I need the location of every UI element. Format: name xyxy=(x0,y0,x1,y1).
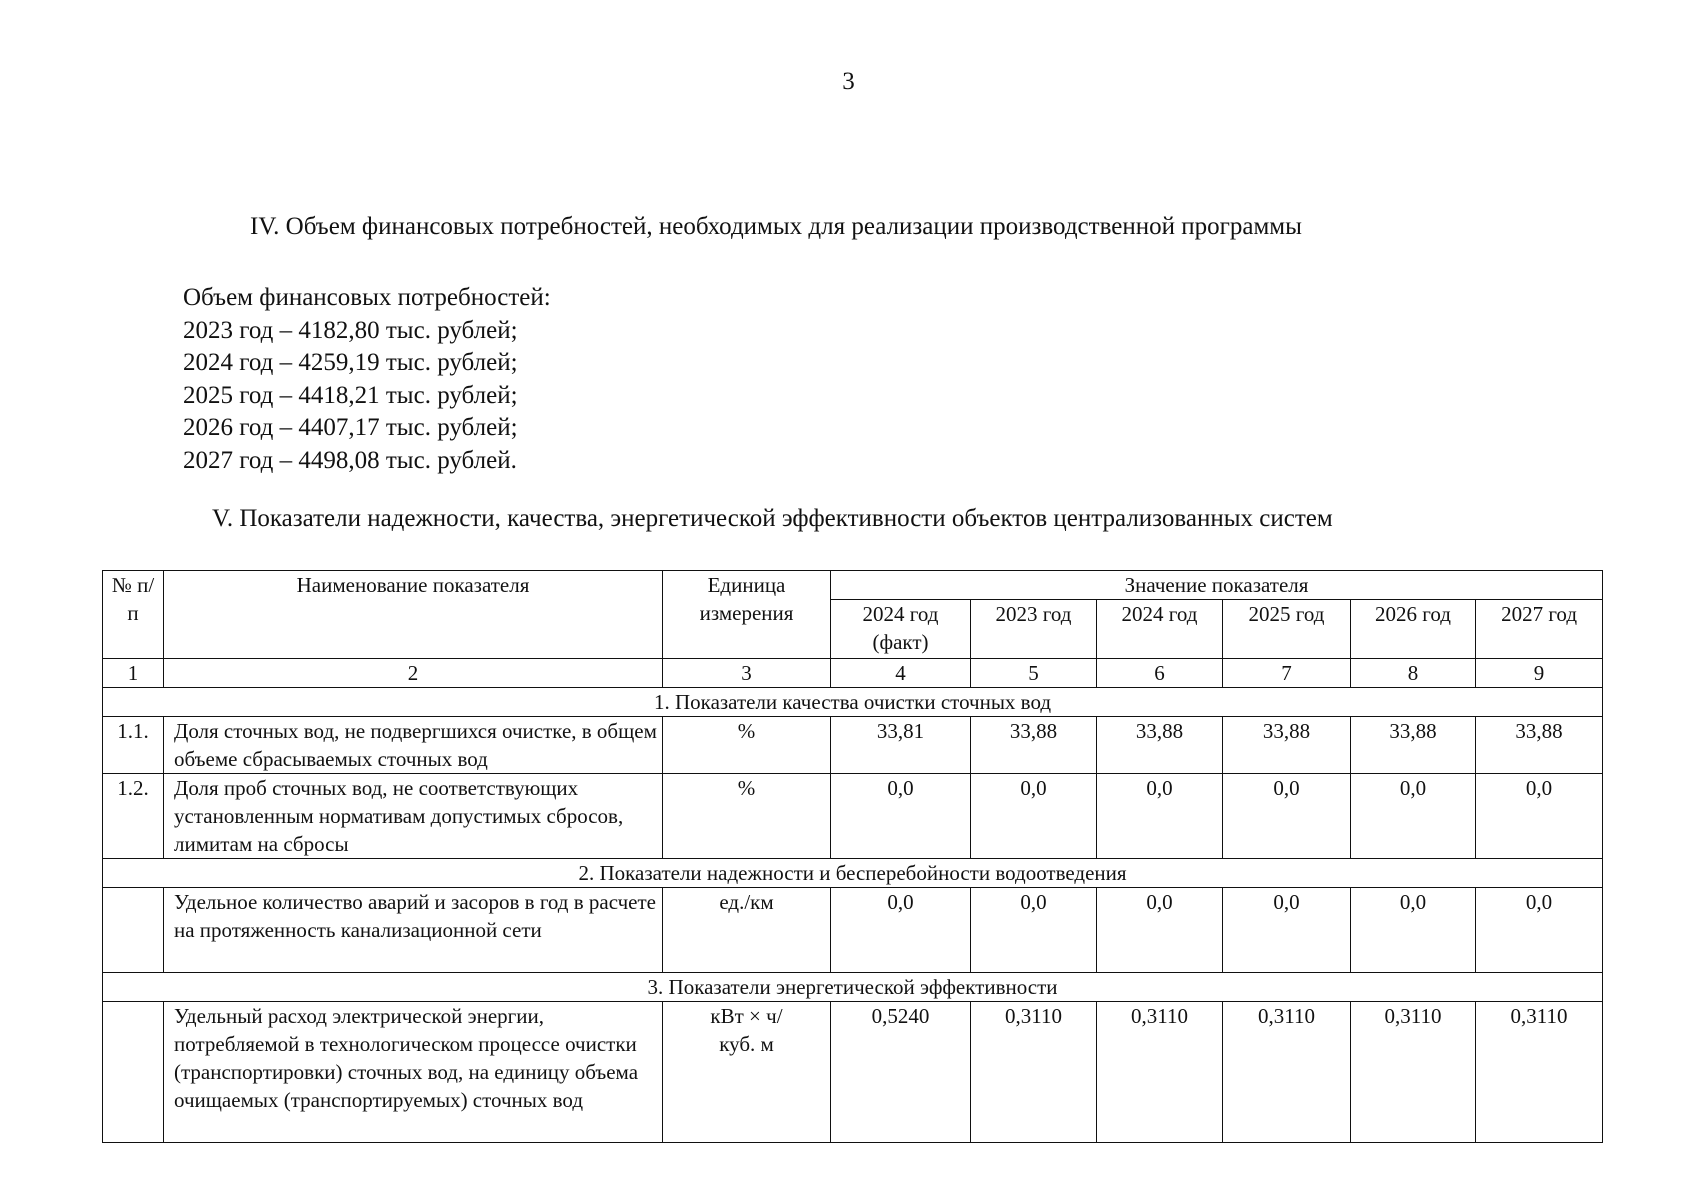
row-value: 0,0 xyxy=(971,774,1097,859)
financial-needs-line: 2025 год – 4418,21 тыс. рублей; xyxy=(183,381,518,409)
row-value: 33,88 xyxy=(1476,717,1603,774)
table-row xyxy=(103,774,1603,859)
row-value: 0,0 xyxy=(831,888,971,973)
row-value: 0,3110 xyxy=(1351,1002,1476,1143)
column-number: 7 xyxy=(1223,659,1351,688)
row-num xyxy=(103,1002,164,1143)
row-name: Доля проб сточных вод, не соответствующих установленным нормативам допустимых сбросов, лимитам на сбросы xyxy=(164,774,663,859)
row-value: 0,5240 xyxy=(831,1002,971,1143)
row-value: 0,0 xyxy=(971,888,1097,973)
row-unit: кВт × ч/ куб. м xyxy=(663,1002,831,1143)
row-value: 0,0 xyxy=(1351,774,1476,859)
section-title: 3. Показатели энергетической эффективности xyxy=(103,973,1603,1002)
page-number: 3 xyxy=(842,68,855,95)
row-value: 33,88 xyxy=(1351,717,1476,774)
row-value: 0,0 xyxy=(1223,774,1351,859)
row-name: Удельное количество аварий и засоров в год в расчете на протяженность канализационной сети xyxy=(164,888,663,973)
header-year: 2024 год (факт) xyxy=(831,600,971,659)
row-unit: % xyxy=(663,774,831,859)
section-title: 2. Показатели надежности и бесперебойности водоотведения xyxy=(103,859,1603,888)
column-number: 1 xyxy=(103,659,164,688)
header-name: Наименование показателя xyxy=(164,571,663,659)
row-value: 0,0 xyxy=(1351,888,1476,973)
financial-needs-line: 2027 год – 4498,08 тыс. рублей. xyxy=(183,446,517,474)
section-4-heading: IV. Объем финансовых потребностей, необходимых для реализации производственной программы xyxy=(250,213,1302,240)
table-row xyxy=(103,888,1603,973)
row-num xyxy=(103,888,164,973)
section-row xyxy=(103,859,1603,888)
column-number: 4 xyxy=(831,659,971,688)
indicators-table xyxy=(102,570,1603,1143)
header-num: № п/п xyxy=(103,571,164,659)
row-unit: % xyxy=(663,717,831,774)
row-value: 33,81 xyxy=(831,717,971,774)
header-year: 2024 год xyxy=(1097,600,1223,659)
row-value: 0,0 xyxy=(1097,774,1223,859)
row-unit: ед./км xyxy=(663,888,831,973)
row-value: 0,0 xyxy=(831,774,971,859)
row-value: 0,0 xyxy=(1476,774,1603,859)
column-number: 5 xyxy=(971,659,1097,688)
row-value: 33,88 xyxy=(1223,717,1351,774)
row-value: 0,0 xyxy=(1097,888,1223,973)
row-value: 0,3110 xyxy=(971,1002,1097,1143)
header-unit: Единица измерения xyxy=(663,571,831,659)
row-num: 1.1. xyxy=(103,717,164,774)
financial-needs-line: 2023 год – 4182,80 тыс. рублей; xyxy=(183,316,518,344)
financial-needs-intro: Объем финансовых потребностей: xyxy=(183,284,551,311)
column-number-row xyxy=(103,659,1603,688)
financial-needs-block xyxy=(183,282,551,477)
row-value: 0,3110 xyxy=(1223,1002,1351,1143)
header-year: 2025 год xyxy=(1223,600,1351,659)
column-number: 8 xyxy=(1351,659,1476,688)
financial-needs-line: 2024 год – 4259,19 тыс. рублей; xyxy=(183,349,518,376)
header-value-group: Значение показателя xyxy=(831,571,1603,600)
column-number: 9 xyxy=(1476,659,1603,688)
row-num: 1.2. xyxy=(103,774,164,859)
row-value: 33,88 xyxy=(1097,717,1223,774)
row-value: 33,88 xyxy=(971,717,1097,774)
section-title: 1. Показатели качества очистки сточных вод xyxy=(103,688,1603,717)
row-name: Удельный расход электрической энергии, потребляемой в технологическом процессе очистки (транспортировки) сточных вод, на единицу объема очищаемых (транспортируемых) сточных вод xyxy=(164,1002,663,1143)
table-row xyxy=(103,1002,1603,1143)
section-row xyxy=(103,973,1603,1002)
header-year: 2026 год xyxy=(1351,600,1476,659)
row-value: 0,0 xyxy=(1476,888,1603,973)
row-value: 0,3110 xyxy=(1476,1002,1603,1143)
row-name: Доля сточных вод, не подвергшихся очистке, в общем объеме сбрасываемых сточных вод xyxy=(164,717,663,774)
column-number: 2 xyxy=(164,659,663,688)
row-value: 0,3110 xyxy=(1097,1002,1223,1143)
row-value: 0,0 xyxy=(1223,888,1351,973)
section-5-heading: V. Показатели надежности, качества, энергетической эффективности объектов централизованных систем xyxy=(212,505,1333,532)
header-year: 2027 год xyxy=(1476,600,1603,659)
column-number: 6 xyxy=(1097,659,1223,688)
section-row xyxy=(103,688,1603,717)
financial-needs-line: 2026 год – 4407,17 тыс. рублей; xyxy=(183,414,518,441)
table-header-row xyxy=(103,571,1603,600)
table-row xyxy=(103,717,1603,774)
header-year: 2023 год xyxy=(971,600,1097,659)
column-number: 3 xyxy=(663,659,831,688)
